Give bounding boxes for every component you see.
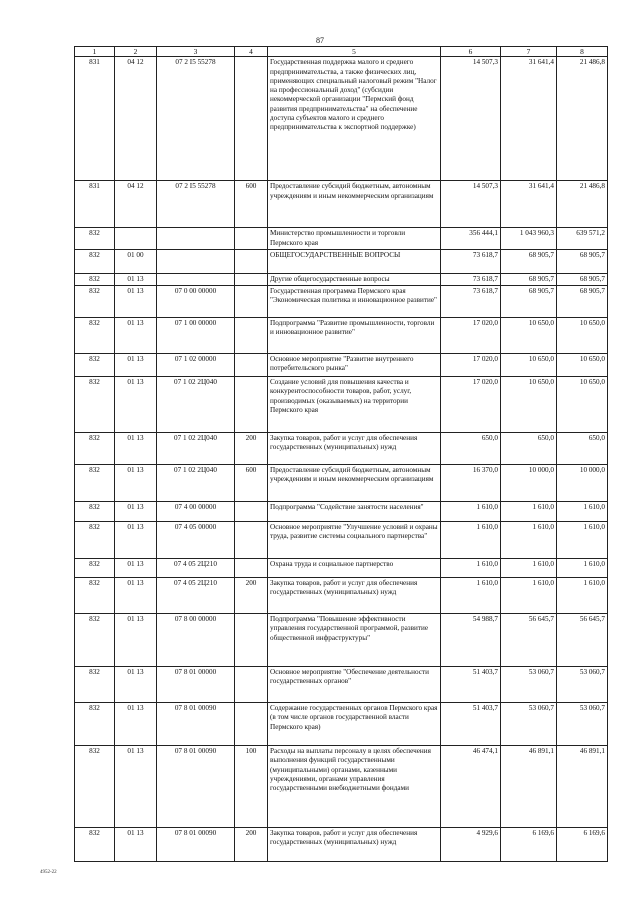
admin-code-cell: 832 (75, 578, 115, 614)
amount-col6-cell: 4 929,6 (441, 828, 501, 862)
section-code-cell: 01 13 (115, 318, 157, 354)
admin-code-cell: 832 (75, 522, 115, 559)
header-col-1: 1 (75, 47, 115, 57)
amount-col7-cell: 10 650,0 (501, 377, 557, 433)
amount-col6-cell: 51 403,7 (441, 703, 501, 746)
target-article-cell: 07 0 00 00000 (157, 286, 235, 318)
section-code-cell: 01 13 (115, 703, 157, 746)
table-row (75, 433, 608, 465)
section-code-cell: 01 13 (115, 377, 157, 433)
description-cell: Подпрограмма "Повышение эффективности управления государственной программой, развитие общественной инфраструктуры" (268, 614, 441, 667)
amount-col8-cell: 21 486,8 (557, 57, 608, 181)
amount-col8-cell: 639 571,2 (557, 228, 608, 249)
admin-code-cell: 831 (75, 57, 115, 181)
amount-col8-cell: 10 650,0 (557, 318, 608, 354)
amount-col8-cell: 56 645,7 (557, 614, 608, 667)
description-cell: Другие общегосударственные вопросы (268, 273, 441, 285)
section-code-cell: 01 13 (115, 614, 157, 667)
amount-col7-cell: 10 000,0 (501, 465, 557, 502)
target-article-cell: 07 1 02 2Ц040 (157, 377, 235, 433)
table-row (75, 614, 608, 667)
description-cell: Государственная программа Пермского края "Экономическая политика и инновационное развитие" (268, 286, 441, 318)
section-code-cell: 01 13 (115, 433, 157, 465)
amount-col6-cell: 14 507,3 (441, 181, 501, 228)
amount-col7-cell: 53 060,7 (501, 667, 557, 703)
header-col-5: 5 (268, 47, 441, 57)
amount-col7-cell: 53 060,7 (501, 703, 557, 746)
admin-code-cell: 832 (75, 559, 115, 578)
table-row (75, 522, 608, 559)
table-row (75, 228, 608, 249)
amount-col8-cell: 53 060,7 (557, 703, 608, 746)
amount-col7-cell: 68 905,7 (501, 273, 557, 285)
amount-col6-cell: 54 988,7 (441, 614, 501, 667)
budget-table (74, 46, 608, 862)
amount-col8-cell: 10 650,0 (557, 377, 608, 433)
description-cell: Основное мероприятие "Развитие внутреннего потребительского рынка" (268, 354, 441, 377)
amount-col6-cell: 16 370,0 (441, 465, 501, 502)
header-col-6: 6 (441, 47, 501, 57)
amount-col7-cell: 46 891,1 (501, 746, 557, 828)
table-row (75, 249, 608, 273)
expense-type-cell (235, 249, 268, 273)
amount-col8-cell: 1 610,0 (557, 578, 608, 614)
target-article-cell: 07 4 05 2Ц210 (157, 559, 235, 578)
table-row (75, 502, 608, 522)
table-row (75, 828, 608, 862)
table-row (75, 354, 608, 377)
amount-col8-cell: 1 610,0 (557, 502, 608, 522)
amount-col6-cell: 17 020,0 (441, 377, 501, 433)
expense-type-cell (235, 286, 268, 318)
amount-col6-cell: 46 474,1 (441, 746, 501, 828)
amount-col8-cell: 10 650,0 (557, 354, 608, 377)
amount-col8-cell: 68 905,7 (557, 286, 608, 318)
admin-code-cell: 832 (75, 228, 115, 249)
admin-code-cell: 832 (75, 249, 115, 273)
amount-col7-cell: 68 905,7 (501, 249, 557, 273)
amount-col7-cell: 1 610,0 (501, 502, 557, 522)
table-row (75, 746, 608, 828)
target-article-cell (157, 273, 235, 285)
expense-type-cell (235, 377, 268, 433)
admin-code-cell: 832 (75, 273, 115, 285)
amount-col6-cell: 73 618,7 (441, 286, 501, 318)
target-article-cell: 07 8 00 00000 (157, 614, 235, 667)
table-row (75, 667, 608, 703)
section-code-cell: 01 13 (115, 465, 157, 502)
amount-col8-cell: 1 610,0 (557, 522, 608, 559)
description-cell: Министерство промышленности и торговли Пермского края (268, 228, 441, 249)
expense-type-cell (235, 667, 268, 703)
target-article-cell: 07 2 I5 55278 (157, 57, 235, 181)
amount-col6-cell: 17 020,0 (441, 354, 501, 377)
header-col-7: 7 (501, 47, 557, 57)
admin-code-cell: 832 (75, 828, 115, 862)
table-row (75, 318, 608, 354)
header-col-4: 4 (235, 47, 268, 57)
description-cell: Государственная поддержка малого и среднего предпринимательства, а также физических лиц, применяющих специальный налоговый режим "Налог на профессиональный доход" (субсидии некоммерческой организации "Пермский фонд развития предпринимательства" на обеспечение доступа субъектов малого и среднего предпринимательства к экспортной поддержке) (268, 57, 441, 181)
amount-col7-cell: 1 610,0 (501, 522, 557, 559)
admin-code-cell: 831 (75, 181, 115, 228)
target-article-cell: 07 2 I5 55278 (157, 181, 235, 228)
table-body (75, 57, 608, 862)
table-row (75, 181, 608, 228)
description-cell: Закупка товаров, работ и услуг для обеспечения государственных (муниципальных) нужд (268, 828, 441, 862)
expense-type-cell (235, 703, 268, 746)
description-cell: Предоставление субсидий бюджетным, автономным учреждениям и иным некоммерческим организациям (268, 181, 441, 228)
amount-col8-cell: 650,0 (557, 433, 608, 465)
amount-col6-cell: 17 020,0 (441, 318, 501, 354)
expense-type-cell (235, 318, 268, 354)
expense-type-cell: 100 (235, 746, 268, 828)
expense-type-cell (235, 273, 268, 285)
target-article-cell (157, 228, 235, 249)
amount-col7-cell: 1 610,0 (501, 578, 557, 614)
header-col-8: 8 (557, 47, 608, 57)
admin-code-cell: 832 (75, 318, 115, 354)
target-article-cell: 07 8 01 00000 (157, 667, 235, 703)
admin-code-cell: 832 (75, 377, 115, 433)
amount-col6-cell: 356 444,1 (441, 228, 501, 249)
header-col-3: 3 (157, 47, 235, 57)
expense-type-cell (235, 502, 268, 522)
amount-col6-cell: 1 610,0 (441, 522, 501, 559)
target-article-cell: 07 8 01 00090 (157, 703, 235, 746)
description-cell: Предоставление субсидий бюджетным, автономным учреждениям и иным некоммерческим организациям (268, 465, 441, 502)
description-cell: Закупка товаров, работ и услуг для обеспечения государственных (муниципальных) нужд (268, 578, 441, 614)
section-code-cell: 04 12 (115, 57, 157, 181)
expense-type-cell: 200 (235, 578, 268, 614)
description-cell: Охрана труда и социальное партнерство (268, 559, 441, 578)
section-code-cell: 01 00 (115, 249, 157, 273)
header-row (75, 47, 608, 57)
admin-code-cell: 832 (75, 354, 115, 377)
table-row (75, 377, 608, 433)
amount-col6-cell: 51 403,7 (441, 667, 501, 703)
admin-code-cell: 832 (75, 703, 115, 746)
table-row (75, 286, 608, 318)
amount-col6-cell: 1 610,0 (441, 578, 501, 614)
admin-code-cell: 832 (75, 465, 115, 502)
target-article-cell: 07 4 05 2Ц210 (157, 578, 235, 614)
admin-code-cell: 832 (75, 746, 115, 828)
amount-col7-cell: 1 610,0 (501, 559, 557, 578)
expense-type-cell (235, 559, 268, 578)
target-article-cell: 07 8 01 00090 (157, 828, 235, 862)
section-code-cell: 01 13 (115, 286, 157, 318)
section-code-cell: 01 13 (115, 828, 157, 862)
page-number: 87 (316, 36, 324, 45)
amount-col6-cell: 14 507,3 (441, 57, 501, 181)
expense-type-cell: 200 (235, 433, 268, 465)
section-code-cell: 01 13 (115, 667, 157, 703)
target-article-cell: 07 4 00 00000 (157, 502, 235, 522)
admin-code-cell: 832 (75, 286, 115, 318)
admin-code-cell: 832 (75, 614, 115, 667)
description-cell: Создание условий для повышения качества и конкурентоспособности товаров, работ, услуг, производимых (оказываемых) на территории Пермского края (268, 377, 441, 433)
target-article-cell: 07 1 02 00000 (157, 354, 235, 377)
target-article-cell: 07 8 01 00090 (157, 746, 235, 828)
expense-type-cell (235, 614, 268, 667)
admin-code-cell: 832 (75, 667, 115, 703)
target-article-cell: 07 1 00 00000 (157, 318, 235, 354)
amount-col6-cell: 73 618,7 (441, 273, 501, 285)
amount-col8-cell: 1 610,0 (557, 559, 608, 578)
section-code-cell: 01 13 (115, 502, 157, 522)
section-code-cell: 01 13 (115, 273, 157, 285)
description-cell: Основное мероприятие "Обеспечение деятельности государственных органов" (268, 667, 441, 703)
amount-col7-cell: 31 641,4 (501, 181, 557, 228)
expense-type-cell (235, 57, 268, 181)
expense-type-cell: 600 (235, 465, 268, 502)
expense-type-cell (235, 522, 268, 559)
table-row (75, 703, 608, 746)
target-article-cell: 07 4 05 00000 (157, 522, 235, 559)
amount-col8-cell: 46 891,1 (557, 746, 608, 828)
amount-col7-cell: 31 641,4 (501, 57, 557, 181)
amount-col6-cell: 1 610,0 (441, 559, 501, 578)
amount-col7-cell: 10 650,0 (501, 318, 557, 354)
amount-col8-cell: 53 060,7 (557, 667, 608, 703)
amount-col7-cell: 10 650,0 (501, 354, 557, 377)
amount-col6-cell: 650,0 (441, 433, 501, 465)
section-code-cell: 01 13 (115, 522, 157, 559)
amount-col7-cell: 1 043 960,3 (501, 228, 557, 249)
admin-code-cell: 832 (75, 433, 115, 465)
target-article-cell: 07 1 02 2Ц040 (157, 433, 235, 465)
description-cell: Расходы на выплаты персоналу в целях обеспечения выполнения функций государственными (муниципальными) органами, казенными учреждениями, органами управления государственными внебюджетными фондами (268, 746, 441, 828)
amount-col8-cell: 21 486,8 (557, 181, 608, 228)
expense-type-cell (235, 354, 268, 377)
section-code-cell: 01 13 (115, 559, 157, 578)
amount-col6-cell: 73 618,7 (441, 249, 501, 273)
description-cell: Подпрограмма "Развитие промышленности, торговли и инновационное развитие" (268, 318, 441, 354)
description-cell: Основное мероприятие "Улучшение условий и охраны труда, развитие системы социального партнерства" (268, 522, 441, 559)
amount-col8-cell: 6 169,6 (557, 828, 608, 862)
table-row (75, 559, 608, 578)
description-cell: Содержание государственных органов Пермского края (в том числе органов государственной власти Пермского края) (268, 703, 441, 746)
table-row (75, 57, 608, 181)
amount-col7-cell: 6 169,6 (501, 828, 557, 862)
expense-type-cell (235, 228, 268, 249)
footer-code: 4952-22 (40, 870, 57, 875)
section-code-cell (115, 228, 157, 249)
description-cell: Закупка товаров, работ и услуг для обеспечения государственных (муниципальных) нужд (268, 433, 441, 465)
section-code-cell: 01 13 (115, 354, 157, 377)
table-row (75, 273, 608, 285)
amount-col6-cell: 1 610,0 (441, 502, 501, 522)
description-cell: Подпрограмма "Содействие занятости населения" (268, 502, 441, 522)
admin-code-cell: 832 (75, 502, 115, 522)
amount-col8-cell: 10 000,0 (557, 465, 608, 502)
amount-col8-cell: 68 905,7 (557, 273, 608, 285)
expense-type-cell: 600 (235, 181, 268, 228)
target-article-cell (157, 249, 235, 273)
table-row (75, 465, 608, 502)
section-code-cell: 04 12 (115, 181, 157, 228)
amount-col7-cell: 68 905,7 (501, 286, 557, 318)
section-code-cell: 01 13 (115, 578, 157, 614)
header-col-2: 2 (115, 47, 157, 57)
amount-col7-cell: 650,0 (501, 433, 557, 465)
description-cell: ОБЩЕГОСУДАРСТВЕННЫЕ ВОПРОСЫ (268, 249, 441, 273)
table-row (75, 578, 608, 614)
amount-col7-cell: 56 645,7 (501, 614, 557, 667)
amount-col8-cell: 68 905,7 (557, 249, 608, 273)
section-code-cell: 01 13 (115, 746, 157, 828)
target-article-cell: 07 1 02 2Ц040 (157, 465, 235, 502)
expense-type-cell: 200 (235, 828, 268, 862)
